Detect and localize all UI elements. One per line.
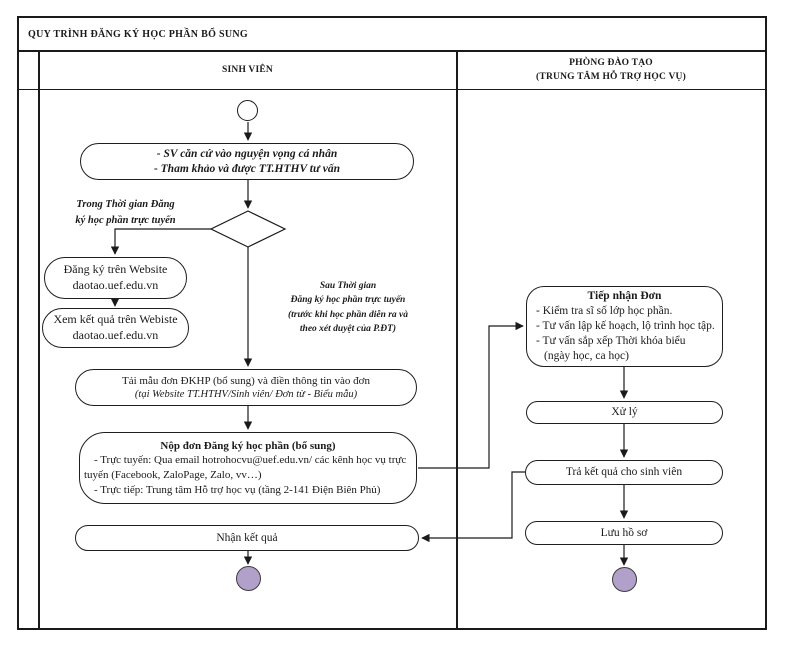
submit-form-title: Nộp đơn Đăng ký học phần (bổ sung) (160, 439, 336, 452)
receive-form-item1: - Kiểm tra sĩ số lớp học phần. (536, 305, 673, 318)
activity-register-website (44, 257, 187, 299)
diagram-frame (17, 16, 767, 630)
view-result-line2: daotao.uef.edu.vn (72, 328, 159, 342)
submit-form-item1: - Trực tuyến: Qua email hotrohocvu@uef.edu.vn/ các kênh học vụ trực tuyến (Facebook, ZaloPage, Zalo, vv…) (84, 454, 407, 481)
branch-during-line1: Trong Thời gian Đăng (76, 199, 175, 210)
lane-header-dept-line2: (TRUNG TÂM HỖ TRỢ HỌC VỤ) (536, 71, 686, 82)
branch-after-line2: Đăng ký học phần trực tuyến (290, 295, 406, 306)
branch-after-line1: Sau Thời gian (319, 281, 377, 291)
lane-header-student-label: SINH VIÊN (222, 64, 273, 75)
receive-form-item3: - Tư vấn sắp xếp Thời khóa biểu (536, 334, 686, 347)
branch-label-after (265, 279, 431, 336)
view-result-line1: Xem kết quả trên Webiste (53, 312, 178, 327)
activity-download-form (75, 369, 417, 406)
left-gutter-divider (38, 52, 40, 628)
archive-label: Lưu hồ sơ (600, 526, 648, 539)
end-node-dept (612, 567, 637, 592)
receive-form-title: Tiếp nhận Đơn (587, 290, 662, 303)
diagram-title-bar (19, 18, 765, 52)
branch-after-line4: theo xét duyệt của P.ĐT) (299, 323, 397, 334)
receive-form-item4: (ngày học, ca học) (544, 349, 629, 362)
advise-line2: - Tham khảo và được TT.HTHV tư vấn (153, 162, 341, 175)
lane-header-dept-line1: PHÒNG ĐÀO TẠO (569, 57, 653, 68)
activity-archive (525, 521, 723, 545)
diagram-title: QUY TRÌNH ĐĂNG KÝ HỌC PHẦN BỔ SUNG (28, 28, 248, 40)
activity-return-result (525, 460, 723, 485)
end-node-student (236, 566, 261, 591)
return-result-label: Trả kết quả cho sinh viên (565, 466, 683, 479)
process-label: Xử lý (611, 406, 638, 419)
receive-form-item2: - Tư vấn lập kế hoạch, lộ trình học tập. (536, 320, 715, 333)
activity-submit-form (79, 432, 417, 504)
download-form-line1: Tải mẫu đơn ĐKHP (bổ sung) và điền thông tin vào đơn (122, 374, 370, 387)
activity-receive-form (526, 286, 723, 367)
branch-during-line2: ký học phần trực tuyến (75, 214, 176, 226)
branch-after-line3: (trước khi học phần diễn ra và (287, 309, 409, 320)
download-form-line2: (tại Website TT.HTHV/Sinh viên/ Đơn từ - Biểu mẫu) (134, 388, 358, 400)
register-website-line2: daotao.uef.edu.vn (72, 278, 159, 292)
lane-header-student (38, 52, 457, 89)
swimlane-header-row (19, 52, 765, 90)
activity-view-result-website (42, 308, 189, 348)
branch-label-during (62, 197, 189, 229)
register-website-line1: Đăng ký trên Website (63, 262, 168, 277)
swimlane-divider (456, 52, 458, 628)
activity-process (526, 401, 723, 424)
receive-result-label: Nhận kết quả (216, 531, 278, 544)
activity-receive-result (75, 525, 419, 551)
advise-line1: - SV căn cứ vào nguyện vọng cá nhân (156, 147, 338, 160)
submit-form-item2: - Trực tiếp: Trung tâm Hỗ trợ học vụ (tầng 2-141 Điện Biên Phủ) (94, 483, 381, 496)
activity-advise (80, 143, 414, 180)
start-node (237, 100, 258, 121)
decision-diamond (211, 211, 285, 247)
lane-header-dept (457, 52, 765, 89)
